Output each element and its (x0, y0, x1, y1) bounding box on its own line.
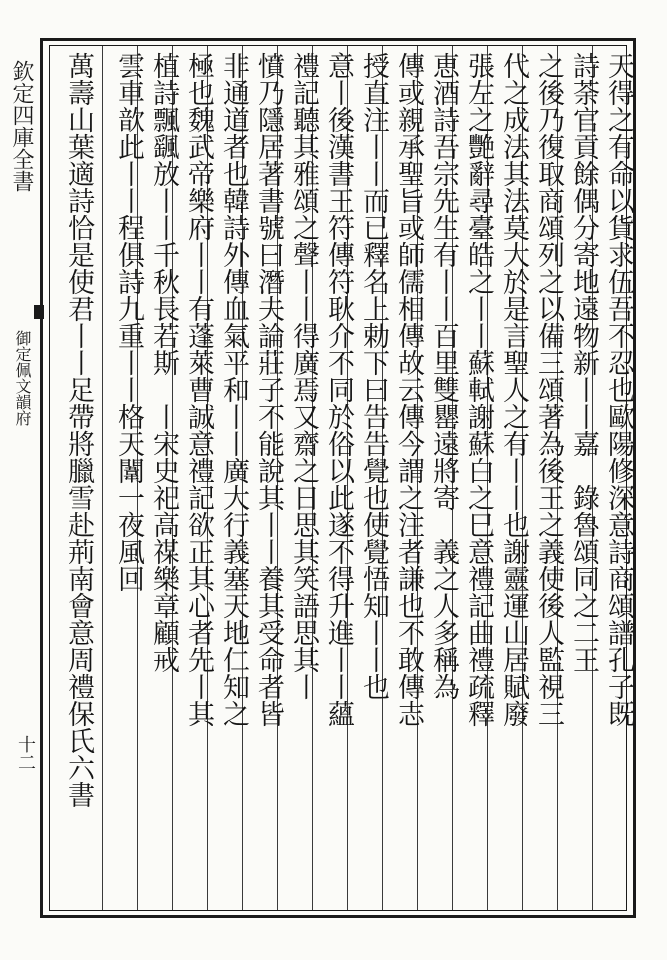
column-rule (102, 46, 103, 910)
text-column: 禮記聽其雅頌之聲丨丨得廣焉又齋之日思其笑語思其丨 (288, 52, 319, 700)
text-column: 恵酒詩吾宗先生有丨丨百里雙罌遠將寄 義之人多稱為 (428, 52, 459, 700)
text-column: 之後乃復取商頌列之以備三頌著為後王之義使後人監視三 (533, 52, 564, 727)
text-column: 傳或親承聖旨或師儒相傳故云傳今謂之注者謙也不敢傳志 (393, 52, 424, 727)
text-column: 雲車歆此丨丨程俱詩九重丨丨格天闈一夜風回 (113, 52, 144, 592)
book-title: 欽定四庫全書 (9, 60, 34, 192)
text-column: 憤乃隱居著書號曰潛夫論莊子不能說其丨丨養其受命者皆 (253, 52, 284, 727)
text-column: 天得之有命以貨求伍吾不忍也歐陽修深意詩商頌譜孔子既 (603, 52, 634, 727)
book-subtitle: 御定佩文韻府 (13, 330, 32, 426)
text-column: 代之成法其法莫大於是言聖人之有丨丨也謝靈運山居賦廢 (498, 52, 529, 727)
text-column: 極也魏武帝樂府丨丨有蓬萊曹誠意禮記欲正其心者先丨其 (183, 52, 214, 727)
text-column: 授直注丨丨而已釋名上勅下曰告告覺也使覺悟知丨丨也 (358, 52, 389, 700)
text-column: 張左之艷辭尋臺皓之丨丨蘇軾謝蘇白之巳意禮記曲禮疏釋 (463, 52, 494, 727)
page-number: 十二 (15, 735, 36, 771)
text-column: 詩荼官貢餘偶分寄地遠物新丨丨嘉 錄魯頌同之二王 (568, 52, 599, 673)
text-column: 植詩飄颻放丨丨千秋長若斯 丨宋史祀高禖樂章顧戒 (148, 52, 179, 673)
fish-tail-mark (34, 305, 44, 319)
text-column: 萬壽山葉適詩恰是使君丨丨足帶將臘雪赴荊南會意周禮保氏六書 (63, 52, 94, 808)
text-column: 意丨後漢書王符傳符耿介不同於俗以此遂不得升進丨丨蘊 (323, 52, 354, 727)
text-column: 非通道者也韓詩外傳血氣平和丨丨廣大行義塞天地仁知之 (218, 52, 249, 727)
